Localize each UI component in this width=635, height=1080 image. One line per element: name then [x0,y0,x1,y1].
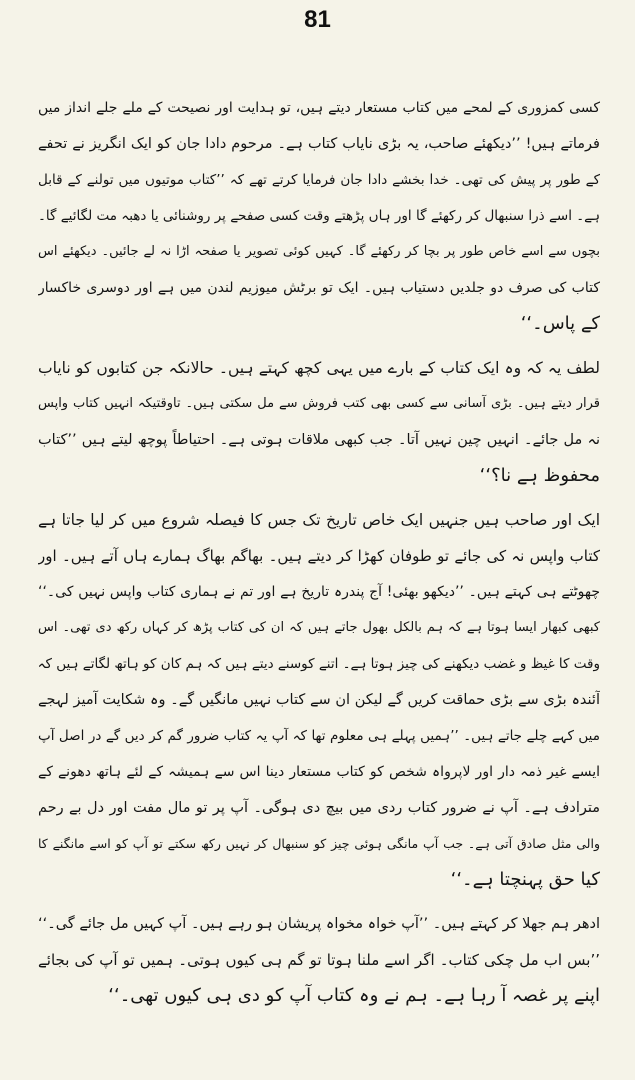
text-line: کبھی کبھار ایسا ہوتا ہے کہ ہم بالکل بھول جاتے ہیں کہ ان کی کتاب پڑھ کر کہاں رکھ دی تھی۔ اس [38,620,600,635]
page-number: 81 [304,6,331,33]
text-line: میں کہے چلے جاتے ہیں۔ ’’ہمیں پہلے ہی معلوم تھا کہ آپ یہ کتاب ضرور گم کر دیں گے در اصل آپ [38,728,600,744]
text-line: کے پاس۔‘‘ [520,313,600,334]
text-line: قرار دیتے ہیں۔ بڑی آسانی سے کسی بھی کتب فروش سے مل سکتی ہیں۔ تاوقتیکہ انہیں کتاب واپس [38,396,600,411]
text-line: ’’بس اب مل چکی کتاب۔ اگر اسے ملنا ہوتا تو گم ہی کیوں ہوتی۔ ہمیں تو آپ کی بجائے [38,951,600,969]
text-line: ایسے غیر ذمہ دار اور لاپرواہ شخص کو کتاب مستعار دینا اس سے ہمیشہ کے لئے ہاتھ دھونے کے [38,764,600,780]
text-line: کسی کمزوری کے لمحے میں کتاب مستعار دیتے ہیں، تو ہدایت اور نصیحت کے ملے جلے انداز میں [38,100,600,116]
text-line: مترادف ہے۔ آپ نے ضرور کتاب ردی میں بیچ دی ہوگی۔ آپ پر تو مال مفت اور دل بے رحم [38,800,600,816]
text-line: ادھر ہم جھلا کر کہتے ہیں۔ ’’آپ خواہ مخواہ پریشان ہو رہے ہیں۔ آپ کہیں مل جائے گی۔‘‘ [38,916,600,932]
text-line: کیا حق پہنچتا ہے۔‘‘ [450,869,600,890]
text-line: نہ مل جائے۔ انہیں چین نہیں آتا۔ جب کبھی ملاقات ہوتی ہے۔ احتیاطاً پوچھ لیتے ہیں ’’کتاب [38,432,600,448]
body-text [38,90,600,1014]
text-line: کتاب کی صرف دو جلدیں دستیاب ہیں۔ ایک تو برٹش میوزیم لندن میں ہے اور دوسری خاکسار [38,280,600,296]
paragraph-3 [38,502,600,898]
text-line: ہے۔ اسے ذرا سنبھال کر رکھئے گا اور ہاں پڑھتے وقت کسی صفحے پر روشنائی یا دھبہ مت لگائیے گا۔ [38,208,600,224]
text-line: کتاب واپس نہ کی جائے تو طوفان کھڑا کر دیتے ہیں۔ بھاگم بھاگ ہمارے ہاں آتے ہیں۔ اور [38,547,600,565]
text-line: چھوٹتے ہی کہتے ہیں۔ ’’دیکھو بھئی! آج پندرہ تاریخ ہے اور تم نے ہماری کتاب واپس نہیں کی۔‘‘ [38,584,600,600]
text-line: وقت کا غیظ و غضب دیکھنے کی چیز ہوتا ہے۔ اتنے کوسنے دیتے ہیں کہ ہم کان کو ہاتھ لگاتے ہیں کہ [38,656,600,672]
text-line: فرماتے ہیں! ’’دیکھئے صاحب، یہ بڑی نایاب کتاب ہے۔ مرحوم دادا جان کو ایک انگریز نے تحفے [38,136,600,152]
text-line: بچوں سے اسے خاص طور پر بچا کر رکھئے گا۔ کہیں کوئی تصویر یا صفحہ اڑا نہ لے جائیں۔ دیکھئے اس [38,244,600,259]
paragraph-4 [38,906,600,1014]
text-line: آئندہ بڑی سے بڑی حماقت کریں گے لیکن ان سے کتاب نہیں مانگیں گے۔ وہ شکایت آمیز لہجے [38,692,600,708]
text-line: ایک اور صاحب ہیں جنہیں ایک خاص تاریخ تک جس کا فیصلہ شروع میں کر لیا جاتا ہے [38,511,600,529]
text-line: کے طور پر پیش کی تھی۔ خدا بخشے دادا جان فرمایا کرتے تھے کہ ’’کتاب موتیوں میں تولنے کے قابل [38,172,600,188]
paragraph-1 [38,90,600,342]
text-line: اپنے پر غصہ آ رہا ہے۔ ہم نے وہ کتاب آپ کو دی ہی کیوں تھی۔‘‘ [108,985,600,1006]
text-line: محفوظ ہے نا؟‘‘ [479,465,600,486]
paragraph-2 [38,350,600,494]
text-line: والی مثل صادق آتی ہے۔ جب آپ مانگی ہوئی چیز کو سنبھال کر نہیں رکھ سکتے تو آپ کو اسے مانگنے کا [38,836,600,851]
text-line: لطف یہ کہ وہ ایک کتاب کے بارے میں یہی کچھ کہتے ہیں۔ حالانکہ جن کتابوں کو نایاب [38,359,600,377]
